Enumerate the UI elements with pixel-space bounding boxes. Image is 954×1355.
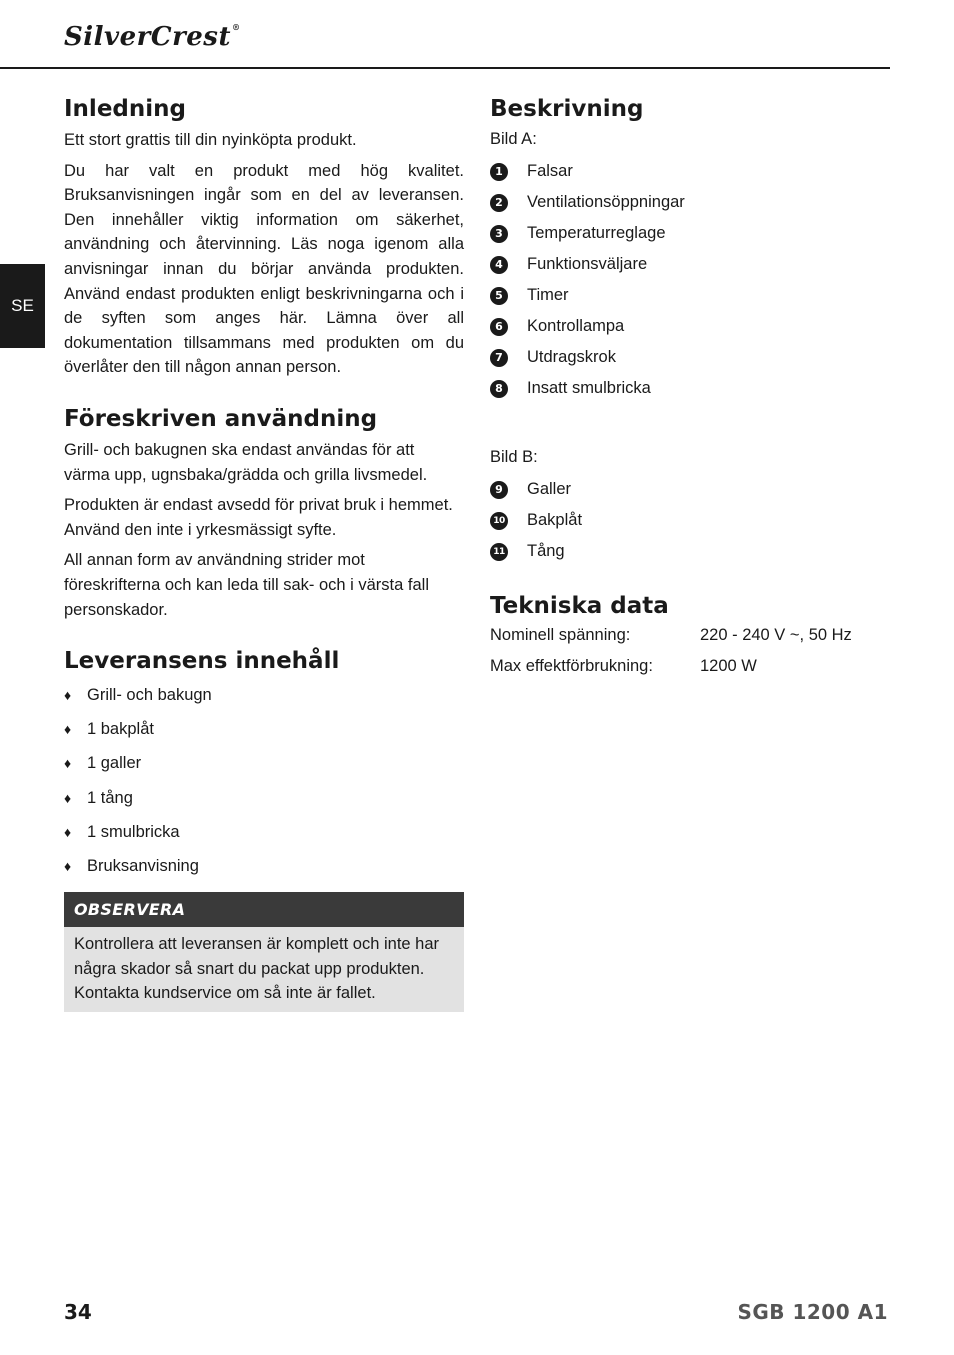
part-item: 7 Utdragskrok	[490, 342, 890, 373]
paragraph: Grill- och bakugnen ska endast användas för att värma upp, ugnsbaka/grädda och grilla livsmedel.	[64, 440, 428, 484]
paragraph: Ett stort grattis till din nyinköpta produkt.	[64, 131, 357, 149]
model-number: SGB 1200 A1	[737, 1300, 888, 1324]
list-item: ♦ Grill- och bakugn	[64, 683, 464, 717]
delivery-list	[64, 683, 464, 888]
number-badge-icon: 9	[490, 481, 508, 499]
part-item: 2 Ventilationsöppningar	[490, 187, 890, 218]
paragraph: Du har valt en produkt med hög kvalitet. Bruksanvisningen ingår som en del av leveransen. Den innehåller viktig information om säkerhet, användning och återvinning. Läs noga igenom alla anvisningar innan du börjar använda produkten. Använd endast produkten enligt beskrivningarna och i de syften som anges här. Lämna över all dokumentation tillsammans med produkten om du överlåter den till någon annan person.	[64, 161, 464, 377]
list-item: ♦ 1 galler	[64, 751, 464, 785]
figure-b-label: Bild B:	[490, 448, 538, 466]
delivery-section	[64, 644, 464, 1012]
part-item: 9 Galler	[490, 474, 890, 505]
section-title: Tekniska data	[490, 593, 669, 619]
number-badge-icon: 10	[490, 512, 508, 530]
part-item: 10 Bakplåt	[490, 505, 890, 536]
notice-title: OBSERVERA	[64, 892, 464, 927]
description-section	[490, 92, 890, 567]
header-rule	[0, 67, 890, 69]
intro-section	[64, 92, 464, 380]
number-badge-icon: 4	[490, 256, 508, 274]
part-item: 1 Falsar	[490, 156, 890, 187]
list-item: ♦ 1 smulbricka	[64, 820, 464, 854]
diamond-bullet-icon: ♦	[64, 823, 72, 840]
right-column	[490, 92, 890, 685]
part-item: 11 Tång	[490, 536, 890, 567]
diamond-bullet-icon: ♦	[64, 721, 72, 738]
intended-use-section	[64, 402, 464, 622]
number-badge-icon: 7	[490, 349, 508, 367]
number-badge-icon: 3	[490, 225, 508, 243]
part-item: 6 Kontrollampa	[490, 311, 890, 342]
tech-section	[490, 589, 890, 685]
number-badge-icon: 6	[490, 318, 508, 336]
section-title: Föreskriven användning	[64, 405, 378, 432]
left-column	[64, 92, 464, 1012]
diamond-bullet-icon: ♦	[64, 789, 72, 806]
list-item: ♦ 1 tång	[64, 786, 464, 820]
diamond-bullet-icon: ♦	[64, 755, 72, 772]
part-item: 8 Insatt smulbricka	[490, 373, 890, 404]
part-item: 4 Funktionsväljare	[490, 249, 890, 280]
section-title: Leveransens innehåll	[64, 648, 340, 675]
paragraph: Produkten är endast avsedd för privat bruk i hemmet. Använd den inte i yrkesmässigt syfte.	[64, 496, 453, 539]
spec-row: Nominell spänning: 220 - 240 V ~, 50 Hz	[490, 626, 852, 644]
part-item: 3 Temperaturreglage	[490, 218, 890, 249]
notice-text: Kontrollera att leveransen är komplett och inte har några skador så snart du packat upp produkten. Kontakta kundservice om så inte är fallet.	[64, 927, 464, 1012]
number-badge-icon: 5	[490, 287, 508, 305]
figure-a-label: Bild A:	[490, 130, 537, 148]
notice-box	[64, 892, 464, 1012]
section-title: Inledning	[64, 96, 186, 122]
language-tab: SE	[0, 264, 45, 348]
page-number: 34	[64, 1300, 92, 1324]
number-badge-icon: 8	[490, 380, 508, 398]
part-item: 5 Timer	[490, 280, 890, 311]
number-badge-icon: 2	[490, 194, 508, 212]
list-item: ♦ Bruksanvisning	[64, 854, 464, 888]
diamond-bullet-icon: ♦	[64, 858, 72, 875]
brand-logo: SilverCrest®	[64, 22, 241, 52]
diamond-bullet-icon: ♦	[64, 687, 72, 704]
section-title: Beskrivning	[490, 96, 644, 122]
spec-row: Max effektförbrukning: 1200 W	[490, 657, 757, 675]
number-badge-icon: 1	[490, 163, 508, 181]
number-badge-icon: 11	[490, 543, 508, 561]
paragraph: All annan form av användning strider mot föreskrifterna och kan leda till sak- och i värsta fall personskador.	[64, 551, 429, 619]
list-item: ♦ 1 bakplåt	[64, 717, 464, 751]
